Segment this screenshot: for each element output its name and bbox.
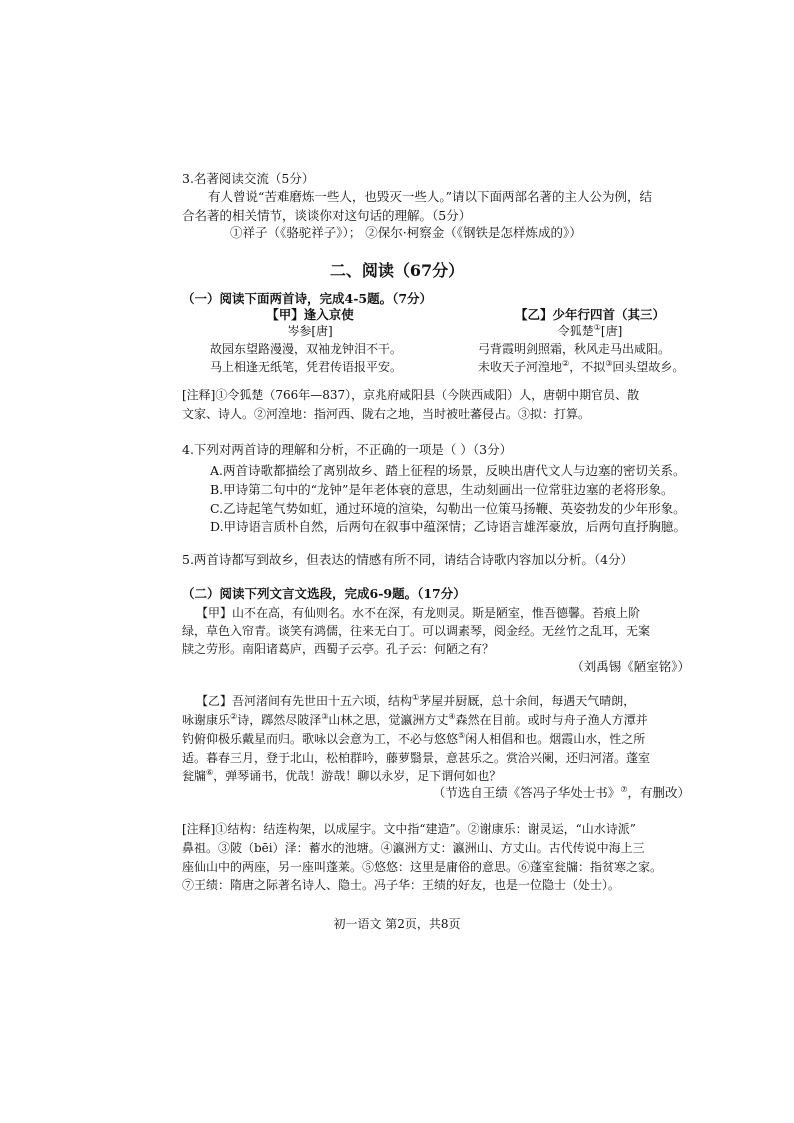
q3-title: 3.名著阅读交流（5分） <box>182 171 315 186</box>
part2-note-line2: 鼻祖。③陂（bēi）泽：蓄水的池塘。④瀛洲方丈：瀛洲山、方丈山。古代传说中海上三 <box>182 841 645 855</box>
poem-b-line1: 弓背霞明剑照霜，秋风走马出咸阳。 <box>478 342 671 356</box>
q3-options: ①祥子（《骆驼祥子》）； ②保尔·柯察金（《钢铁是怎样炼成的》） <box>230 225 582 240</box>
part2-note-line3: 座仙山中的两座，另一座叫蓬莱。⑤悠悠：这里是庸俗的意思。⑥蓬室瓮牖：指贫寒之家。 <box>182 860 663 874</box>
jia-source: （刘禹锡《陋室铭》） <box>571 659 690 674</box>
poem-a-title: 【甲】逢入京使 <box>266 307 354 322</box>
part2-note-line1: [注释]①结构：结连构架，以成屋宇。文中指“建造”。②谢康乐：谢灵运，“山水诗派” <box>182 822 636 836</box>
jia-line1: 【甲】山不在高，有仙则名。水不在深，有龙则灵。斯是陋室，惟吾德馨。苔痕上阶 <box>196 606 641 620</box>
q4-title: 4.下列对两首诗的理解和分析，不正确的一项是（ ）（3分） <box>182 442 513 457</box>
poem-b-title: 【乙】少年行四首（其三） <box>514 307 665 322</box>
part1-title: （一）阅读下面两首诗，完成4-5题。（7分） <box>182 291 433 306</box>
jia-line2: 绿，草色入帘青。谈笑有鸿儒，往来无白丁。可以调素琴，阅金经。无丝竹之乱耳，无案 <box>182 624 651 638</box>
q4-option-c: C.乙诗起笔气势如虹，通过环境的渲染，勾勒出一位策马扬鞭、英姿勃发的少年形象。 <box>210 501 686 516</box>
yi-line1: 【乙】吾河渚间有先世田十五六顷，结构①茅屋并厨厩，总十余间，每遇天气晴朗， <box>196 693 636 708</box>
jia-line3: 牍之劳形。南阳诸葛庐，西蜀子云亭。孔子云：何陋之有？ <box>182 642 495 656</box>
q3-line2: 合名著的相关情节，谈谈你对这句话的理解。（5分） <box>182 208 472 223</box>
q3-line1: 有人曾说“苦难磨炼一些人，也毁灭一些人。”请以下面两部名著的主人公为例，结 <box>208 189 653 204</box>
section-title: 二、阅读（67分） <box>329 261 465 280</box>
yi-line3: 钓俯仰极乐戴星而归。歌咏以会意为工，不必与悠悠⑤闲人相倡和也。烟霞山水，性之所 <box>182 731 646 746</box>
q4-option-b: B.甲诗第二句中的“龙钟”是年老体衰的意思，生动刻画出一位常驻边塞的老将形象。 <box>210 482 674 497</box>
poem-b-line2: 未收天子河湟地②，不拟③回头望故乡。 <box>478 359 685 374</box>
part2-title: （二）阅读下列文言文选段，完成6-9题。（17分） <box>182 586 466 601</box>
part1-note-line2: 文家、诗人。②河湟地：指河西、陇右之地，当时被吐蕃侵占。③拟：打算。 <box>182 407 591 421</box>
yi-line4: 适。暮春三月，登于北山，松柏群吟，藤萝翳景，意甚乐之。赏洽兴阑，还归河渚。蓬室 <box>182 751 651 765</box>
poem-a-author: 岑参[唐] <box>287 324 333 338</box>
poem-b-author: 令狐楚①[唐] <box>557 323 623 338</box>
yi-source: （节选自王绩《答冯子华处士书》⑦，有删改） <box>432 784 690 800</box>
q4-option-a: A.两首诗歌都描绘了离别故乡、踏上征程的场景，反映出唐代文人与边塞的密切关系。 <box>210 463 686 478</box>
poem-a-line1: 故园东望路漫漫，双袖龙钟泪不干。 <box>210 342 403 356</box>
q5-title: 5.两首诗都写到故乡，但表达的情感有所不同，请结合诗歌内容加以分析。（4分） <box>182 552 634 567</box>
part2-note-line4: ⑦王绩：隋唐之际著名诗人、隐士。冯子华：王绩的好友，也是一位隐士（处士）。 <box>182 878 621 892</box>
yi-line2: 咏谢康乐②诗，踯然尽陂泽③山林之思，觉瀛洲方丈④森然在目前。或时与舟子渔人方潭并 <box>182 712 648 727</box>
q4-option-d: D.甲诗语言质朴自然，后两句在叙事中蕴深情；乙诗语言雄浑豪放，后两句直抒胸臆。 <box>210 519 687 534</box>
poem-a-line2: 马上相逢无纸笔，凭君传语报平安。 <box>210 360 403 374</box>
yi-line5: 瓮牖⑥，弹琴诵书，优哉！游哉！聊以永岁，足下谓何如也？ <box>182 768 502 783</box>
page-footer: 初一语文 第2页，共8页 <box>333 917 461 931</box>
part1-note-line1: [注释]①令狐楚（766年—837），京兆府咸阳县（今陕西咸阳）人，唐朝中期官员、散 <box>182 388 640 402</box>
